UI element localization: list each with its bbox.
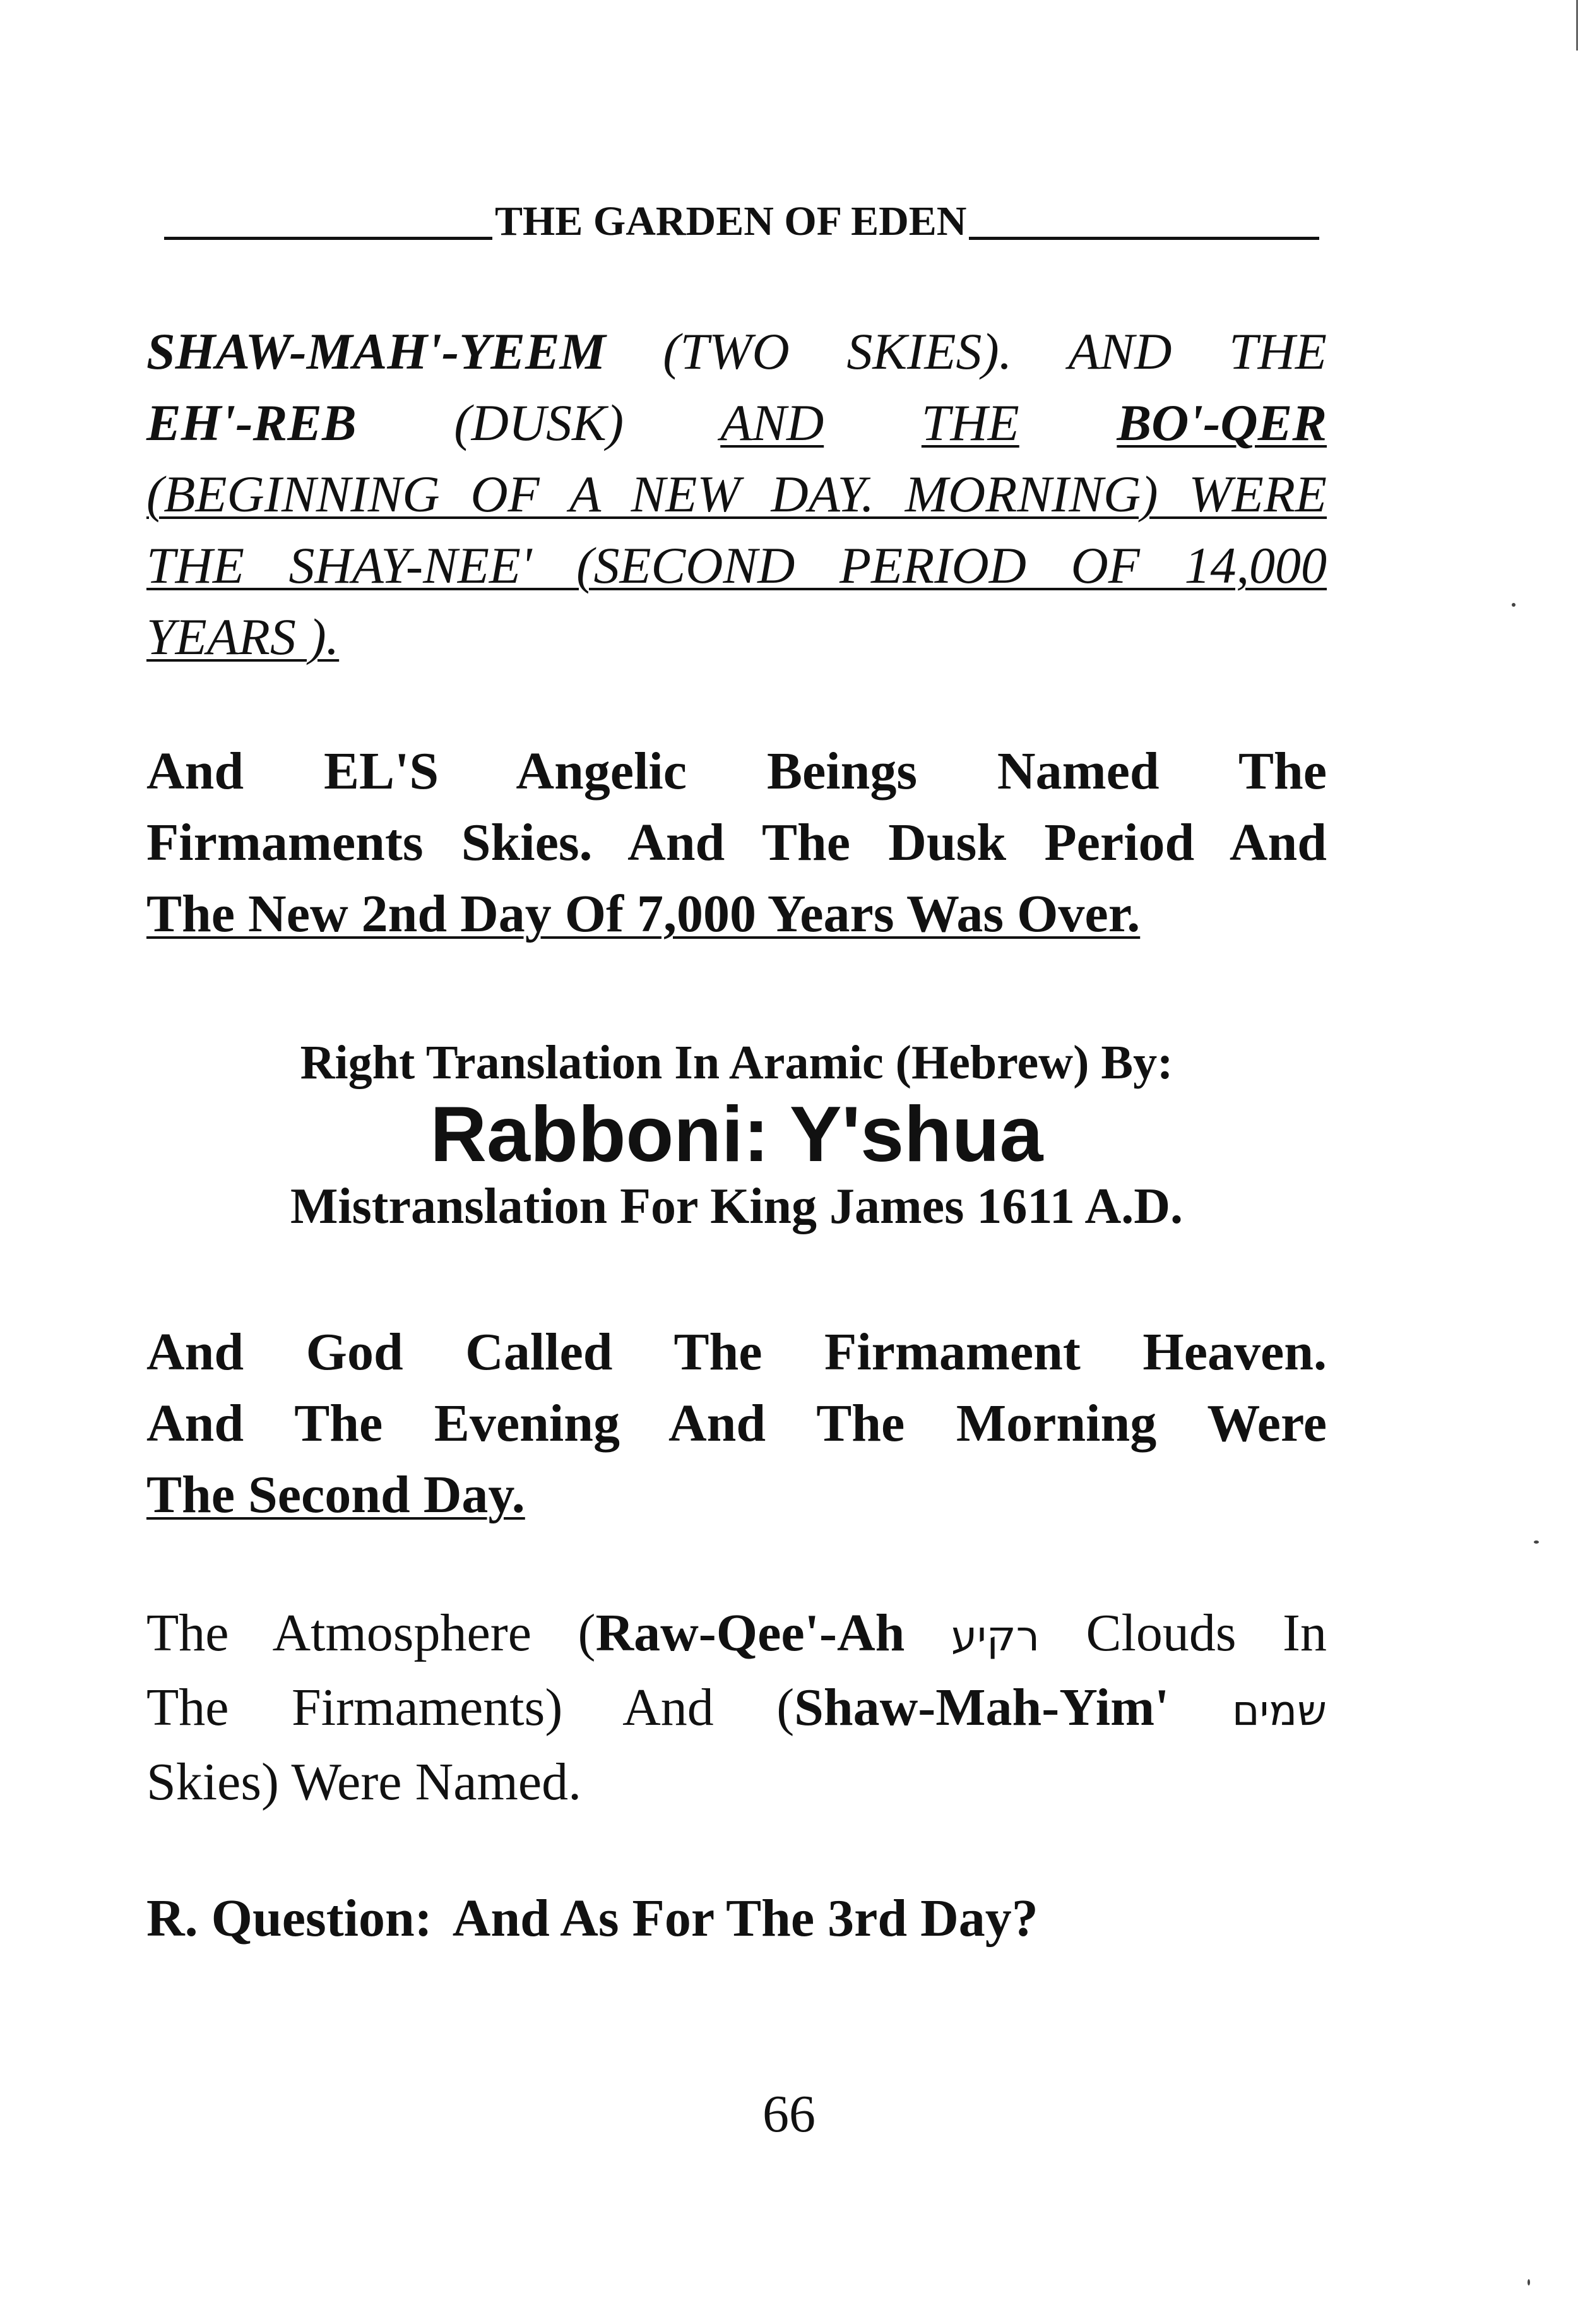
header-rule-right	[969, 237, 1319, 240]
term-shaw-mah-yeem: SHAW-MAH'-YEEM	[146, 323, 606, 380]
transliteration-paragraph	[146, 316, 1327, 672]
atmosphere-paragraph	[146, 1597, 1327, 1818]
translator-name: Rabboni: Y'shua	[430, 1091, 1043, 1178]
atmosphere-line-3: Skies) Were Named.	[146, 1753, 582, 1811]
text-span: THE	[1229, 323, 1327, 380]
running-header	[164, 198, 1319, 244]
header-rule-left	[164, 237, 492, 240]
term-raw-qee-ah: Raw-Qee'-Ah	[595, 1604, 905, 1662]
text-span: AND	[1068, 323, 1172, 380]
kjv-line-1: And God Called The Firmament Heaven.	[146, 1323, 1327, 1381]
underlined-text: AND	[720, 394, 824, 451]
transliteration-line-5: YEARS ).	[146, 608, 340, 665]
transliteration-line-4: THE SHAY-NEE' (SECOND PERIOD OF 14,000	[146, 537, 1327, 594]
text-span: The Firmaments) And (	[146, 1678, 795, 1737]
term-bo-qer: BO'-QER	[1117, 394, 1327, 451]
hebrew-shamayim: שמים	[1231, 1686, 1327, 1735]
kjv-line-3: The Second Day.	[146, 1465, 525, 1524]
header-title: THE GARDEN OF EDEN	[495, 198, 967, 244]
transliteration-line-2	[146, 387, 1327, 458]
scan-speck	[1528, 2279, 1530, 2285]
text-span: And The Morning Were	[668, 1394, 1327, 1453]
text-span: (TWO	[663, 323, 790, 380]
question-label: R. Question:	[146, 1889, 432, 1948]
page-number: 66	[762, 2085, 816, 2143]
text-span: Clouds In	[1086, 1604, 1327, 1662]
mistranslation-heading: Mistranslation For King James 1611 A.D.	[290, 1179, 1184, 1234]
els-paragraph	[146, 736, 1327, 950]
text-span: SKIES).	[846, 323, 1012, 380]
term-eh-reb: EH'-REB	[146, 394, 357, 451]
scan-speck	[1512, 603, 1516, 607]
scan-speck	[1534, 1540, 1539, 1544]
text-span: And The Evening	[146, 1394, 620, 1453]
hebrew-raqia: רקיע	[951, 1612, 1040, 1660]
transliteration-line-3: (BEGINNING OF A NEW DAY. MORNING) WERE	[146, 465, 1327, 523]
term-shaw-mah-yim: Shaw-Mah-Yim'	[794, 1678, 1170, 1737]
els-line-1: And EL'S Angelic Beings Named The	[146, 742, 1327, 801]
atmosphere-line-1	[146, 1597, 1327, 1672]
underlined-text: THE	[921, 394, 1019, 451]
transliteration-line-1	[146, 316, 1327, 387]
kjv-line-2	[146, 1388, 1327, 1459]
kjv-paragraph	[146, 1316, 1327, 1530]
question-line	[146, 1888, 1038, 1949]
els-line-3: The New 2nd Day Of 7,000 Years Was Over.	[146, 885, 1141, 943]
translation-heading: Right Translation In Aramic (Hebrew) By:	[300, 1036, 1173, 1089]
els-line-2: Firmaments Skies. And The Dusk Period And	[146, 813, 1327, 872]
text-span: The Atmosphere (	[146, 1604, 596, 1662]
text-span: (DUSK)	[454, 394, 624, 451]
atmosphere-line-2	[146, 1672, 1327, 1746]
question-text: And As For The 3rd Day?	[452, 1889, 1038, 1948]
